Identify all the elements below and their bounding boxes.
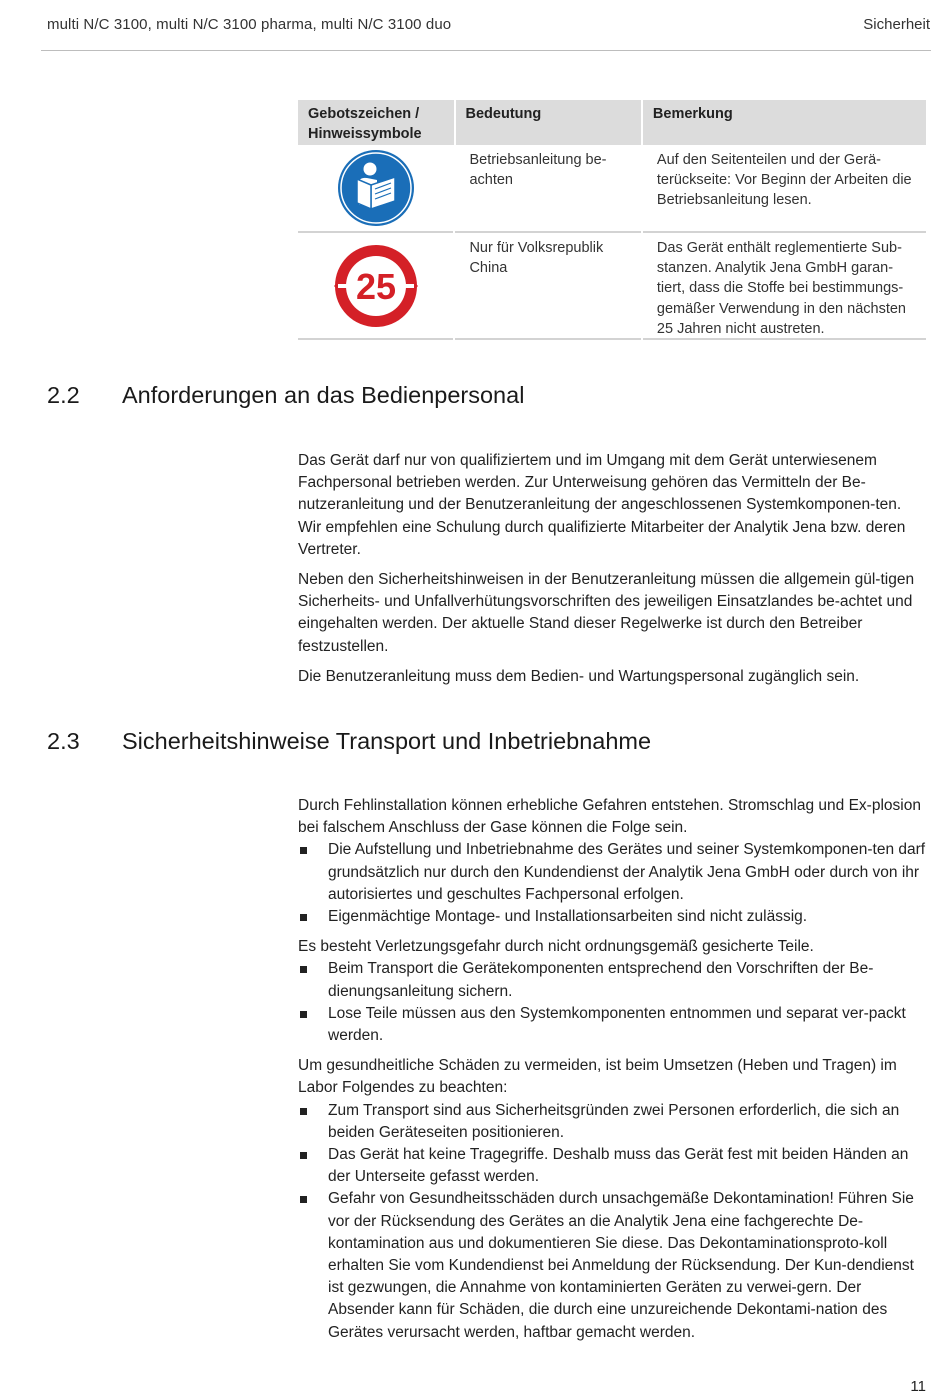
symbol-cell xyxy=(298,145,453,233)
list-item xyxy=(298,906,926,928)
paragraph: Das Gerät darf nur von qualifiziertem und im Umgang mit dem Gerät unterwiesenem Fachpersonal betrieben werden. Zur Unterweisung gehören das Vermitteln der Be-nutzeranleitung und der Benutzeranleitung der angeschlossenen Systemkomponen-ten. Wir empfehlen eine Schulung durch qualifizierte Mitarbeiter der Analytik Jena bzw. deren Vertreter. xyxy=(298,452,906,558)
page-number: 11 xyxy=(910,1378,926,1395)
section-body-2-3 xyxy=(298,795,926,1352)
meaning-cell: Nur für Volksrepublik China xyxy=(455,233,640,340)
list-item-text: Gefahr von Gesundheitsschäden durch unsachgemäße Dekontamination! Führen Sie vor der Rücksendung des Gerätes an die Analytik Jena eine fachgerechte De-kontamination aus und dokumentieren Sie diese. Das Dekontaminationsproto-koll erhalten Sie vom Kundendienst bei Anmeldung der Rücksendung. Der Kun-dendienst ist gezwungen, die Annahme von kontaminierten Geräten zu verwei-gern. Der Absender kann für Schäden, die durch eine unzureichende Dekontami-nation des Gerätes verursacht werden, haftbar gemacht werden. xyxy=(328,1190,914,1341)
bullet-square-icon xyxy=(300,1108,307,1115)
section-heading-2-2 xyxy=(47,382,524,409)
read-manual-icon xyxy=(337,149,415,227)
list-item-text: Beim Transport die Gerätekomponenten entsprechend den Vorschriften der Be-dienungsanleitung sichern. xyxy=(328,960,874,1000)
paragraph: Durch Fehlinstallation können erhebliche Gefahren entstehen. Stromschlag und Ex-plosion bei falschem Anschluss der Gase können die Folge sein. xyxy=(298,797,921,837)
table-header-meaning: Bedeutung xyxy=(456,100,641,145)
symbol-table xyxy=(298,100,926,340)
bullet-square-icon xyxy=(300,1196,307,1203)
symbol-cell xyxy=(298,233,453,340)
section-title: Anforderungen an das Bedienpersonal xyxy=(122,382,525,408)
list-item xyxy=(298,958,926,1002)
bullet-square-icon xyxy=(300,1152,307,1159)
bullet-square-icon xyxy=(300,966,307,973)
meaning-cell: Betriebsanleitung be-achten xyxy=(455,145,640,233)
bullet-square-icon xyxy=(300,847,307,854)
section-heading-2-3 xyxy=(47,728,651,755)
header-divider xyxy=(41,50,931,51)
bullet-list xyxy=(298,1100,926,1344)
table-row xyxy=(298,233,926,340)
running-header-section: Sicherheit xyxy=(863,16,930,33)
bullet-list xyxy=(298,958,926,1047)
list-item-text: Die Aufstellung und Inbetriebnahme des Gerätes und seiner Systemkomponen-ten darf grundsätzlich nur durch den Kundendienst der Analytik Jena GmbH oder durch von ihr autorisiertes und geschultes Fachpersonal erfolgen. xyxy=(328,841,926,903)
list-item-text: Eigenmächtige Montage- und Installationsarbeiten sind nicht zulässig. xyxy=(328,908,808,926)
paragraph: Neben den Sicherheitshinweisen in der Benutzeranleitung müssen die allgemein gül-tigen Sicherheits- und Unfallverhütungsvorschriften des jeweiligen Einsatzlandes be-achtet und eingehalten werden. Der aktuelle Stand dieser Regelwerke ist durch den Betreiber festzustellen. xyxy=(298,571,915,655)
list-item xyxy=(298,1003,926,1047)
section-number: 2.3 xyxy=(47,728,80,754)
paragraph: Die Benutzeranleitung muss dem Bedien- und Wartungspersonal zugänglich sein. xyxy=(298,667,860,685)
list-item xyxy=(298,1144,926,1188)
section-body-2-2 xyxy=(298,450,926,696)
bullet-square-icon xyxy=(300,914,307,921)
list-item xyxy=(298,839,926,906)
section-title: Sicherheitshinweise Transport und Inbetriebnahme xyxy=(122,728,652,754)
paragraph: Um gesundheitliche Schäden zu vermeiden, ist beim Umsetzen (Heben und Tragen) im Labor Folgendes zu beachten: xyxy=(298,1057,897,1097)
table-header-symbols: Gebotszeichen / Hinweissymbole xyxy=(298,100,454,145)
running-header-title: multi N/C 3100, multi N/C 3100 pharma, multi N/C 3100 duo xyxy=(47,16,452,33)
section-number: 2.2 xyxy=(47,382,80,408)
china-rohs-25-icon xyxy=(328,240,424,332)
china-rohs-25-label: 25 xyxy=(355,265,396,307)
table-row xyxy=(298,145,926,233)
table-header-row xyxy=(298,100,926,145)
remark-cell: Auf den Seitenteilen und der Gerä-terückseite: Vor Beginn der Arbeiten die Betriebsanleitung lesen. xyxy=(643,145,926,233)
paragraph: Es besteht Verletzungsgefahr durch nicht ordnungsgemäß gesicherte Teile. xyxy=(298,938,814,956)
bullet-list xyxy=(298,839,926,928)
remark-cell: Das Gerät enthält reglementierte Sub-stanzen. Analytik Jena GmbH garan-tiert, dass die Stoffe bei bestimmungs-gemäßer Verwendung in den nächsten 25 Jahren nicht austreten. xyxy=(643,233,926,340)
list-item-text: Das Gerät hat keine Tragegriffe. Deshalb muss das Gerät fest mit beiden Händen an der Unterseite gefasst werden. xyxy=(328,1146,909,1186)
table-header-remark: Bemerkung xyxy=(643,100,926,145)
bullet-square-icon xyxy=(300,1011,307,1018)
list-item xyxy=(298,1188,926,1343)
list-item xyxy=(298,1100,926,1144)
list-item-text: Zum Transport sind aus Sicherheitsgründen zwei Personen erforderlich, die sich an beiden Geräteseiten positionieren. xyxy=(328,1101,900,1141)
list-item-text: Lose Teile müssen aus den Systemkomponenten entnommen und separat ver-packt werden. xyxy=(328,1004,906,1045)
